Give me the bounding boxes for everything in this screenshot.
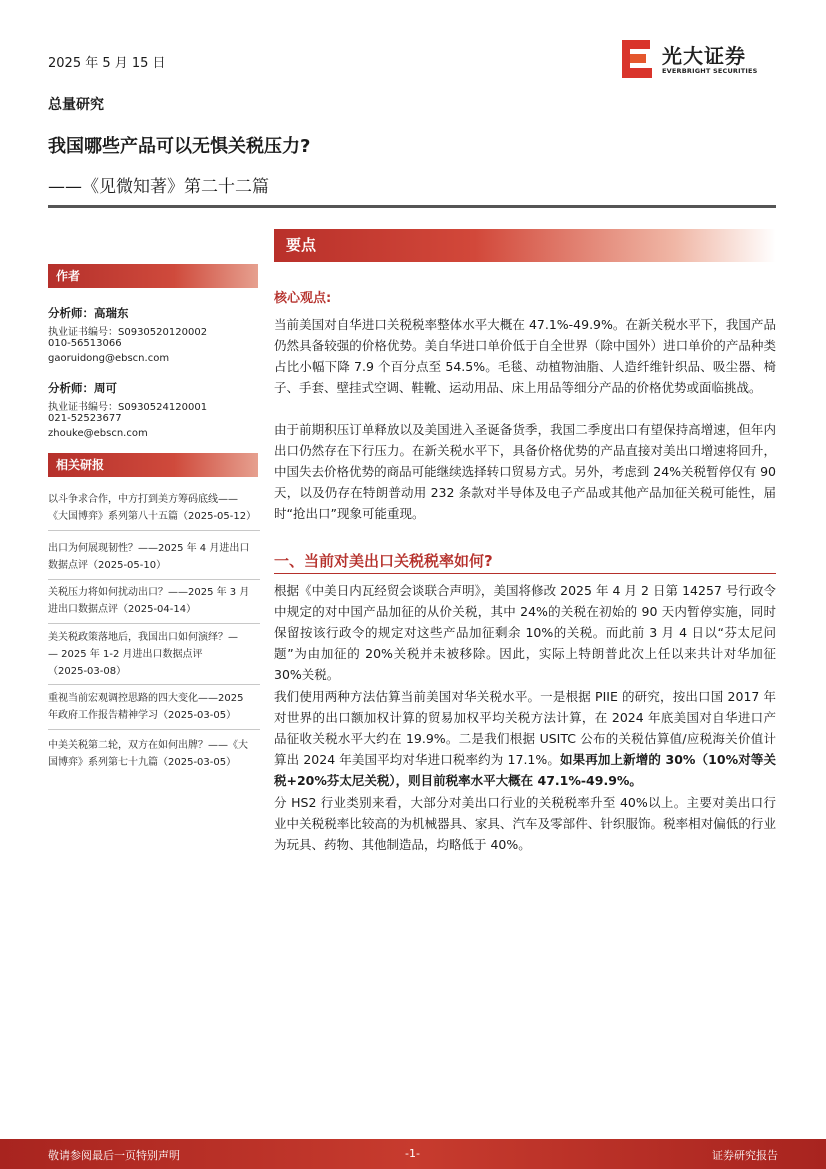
- page-number: -1-: [405, 1147, 420, 1160]
- related-report-line: 数据点评（2025-05-10）: [48, 560, 167, 571]
- report-subtitle: ——《见微知著》第二十二篇: [48, 177, 269, 197]
- related-report-line: — 2025 年 1-2 月进出口数据点评: [48, 649, 203, 660]
- section-1-heading: 一、当前对美出口关税税率如何?: [274, 552, 493, 570]
- paragraph-text: 我们使用两种方法估算当前美国对华关税水平。一是根据 PIIE 的研究，按出口国 2017 年对世界的出口额加权计算的贸易加权平均关税方法计算，在 2024 年底美国对自华进口产品征收关税水平大约在 19.9%。二是我们根据 USITC 公布的关税估算值/应税海关价值计算出 2024 年美国平均对华进口税率约为 17.1%。: [274, 689, 776, 767]
- related-report-line: 进出口数据点评（2025-04-14）: [48, 604, 197, 615]
- related-report-item[interactable]: [48, 540, 260, 574]
- analyst-phone: 021-52523677: [48, 413, 122, 424]
- analyst-cert: 执业证书编号：S0930524120001: [48, 402, 208, 413]
- related-report-line: 以斗争求合作，中方打到美方筹码底线——: [48, 494, 238, 505]
- related-divider: [48, 729, 260, 730]
- footer-report-type: 证券研究报告: [712, 1149, 778, 1162]
- related-report-item[interactable]: [48, 491, 260, 525]
- section-1-paragraph-3: 分 HS2 行业类别来看，大部分对美出口行业的关税税率升至 40%以上。主要对美出口行业中关税税率比较高的为机械器具、家具、汽车及零部件、针织服饰。税率相对偏低的行业为玩具、药物、其他制造品，均略低于 40%。: [274, 795, 776, 852]
- report-date: 2025 年 5 月 15 日: [48, 56, 166, 71]
- related-reports-heading: 相关研报: [48, 453, 258, 477]
- related-divider: [48, 579, 260, 580]
- core-paragraph-2: 由于前期积压订单释放以及美国进入圣诞备货季，我国二季度出口有望保持高增速，但年内出口仍然存在下行压力。在新关税水平下，具备价格优势的产品直接对美出口增速将回升，中国失去价格优势的商品可能继续选择转口贸易方式。另外，考虑到 24%关税暂停仅有 90 天，以及仍存在特朗普动用 232 条款对半导体及电子产品或其他产品加征关税可能性，届时“抢出口”现象可能重现。: [274, 422, 776, 521]
- related-report-line: 中美关税第二轮，双方在如何出牌？——《大: [48, 740, 248, 751]
- related-report-line: （2025-03-08）: [48, 666, 127, 677]
- report-title: 我国哪些产品可以无惧关税压力?: [48, 136, 311, 157]
- section-1-paragraph-2: [274, 686, 776, 791]
- related-report-item[interactable]: [48, 690, 260, 724]
- related-report-line: 国博弈》系列第七十九篇（2025-03-05）: [48, 757, 237, 768]
- analyst-email[interactable]: zhouke@ebscn.com: [48, 428, 148, 439]
- logo-text-en: EVERBRIGHT SECURITIES: [662, 67, 758, 75]
- related-report-line: 美关税政策落地后，我国出口如何演绎？—: [48, 632, 238, 643]
- analyst-cert: 执业证书编号：S0930520120002: [48, 327, 208, 338]
- related-report-item[interactable]: [48, 584, 260, 618]
- everbright-logo: [620, 38, 780, 80]
- related-divider: [48, 623, 260, 624]
- related-report-item[interactable]: [48, 737, 260, 771]
- logo-text-cn: 光大证券: [662, 44, 746, 68]
- related-divider: [48, 530, 260, 531]
- core-paragraph-1: 当前美国对自华进口关税税率整体水平大概在 47.1%-49.9%。在新关税水平下，我国产品仍然具备较强的价格优势。美自华进口单价低于自全世界（除中国外）进口单价的产品种类占比小幅下降 7.9 个百分点至 54.5%。毛毯、动植物油脂、人造纤维针织品、吸尘器、椅子、手套、壁挂式空调、鞋靴、运动用品、床上用品等细分产品的价格优势或面临挑战。: [274, 317, 776, 395]
- related-report-line: 关税压力将如何扰动出口？——2025 年 3 月: [48, 587, 250, 598]
- analyst-email[interactable]: gaoruidong@ebscn.com: [48, 353, 170, 364]
- key-points-heading: 要点: [274, 229, 776, 262]
- analyst-phone: 010-56513066: [48, 338, 122, 349]
- title-divider: [48, 205, 776, 208]
- related-report-line: 《大国博弈》系列第八十五篇（2025-05-12）: [48, 511, 257, 522]
- related-divider: [48, 684, 260, 685]
- author-heading: 作者: [48, 264, 258, 288]
- section-1-paragraph-1: 根据《中美日内瓦经贸会谈联合声明》，美国将修改 2025 年 4 月 2 日第 14257 号行政令中规定的对中国产品加征的从价关税，其中 24%的关税在初始的 90 天内暂停实施，同时保留按该行政令的规定对这些产品加征剩余 10%的关税。而此前 3 月 4 日以“芬太尼问题”为由加征的 20%关税并未被移除。因此，实际上特朗普此次上任以来共计对华加征 30%关税。: [274, 583, 776, 682]
- paragraph-emphasis: 如果再加上新增的 30%（10%对等关税+20%芬太尼关税），则目前税率水平大概在 47.1%-49.9%。: [274, 752, 776, 788]
- analyst-name: 分析师：周可: [48, 381, 117, 395]
- core-view-label: 核心观点:: [274, 291, 332, 306]
- related-report-line: 重视当前宏观调控思路的四大变化——2025: [48, 693, 244, 704]
- analyst-name: 分析师：高瑞东: [48, 306, 129, 320]
- related-report-line: 年政府工作报告精神学习（2025-03-05）: [48, 710, 237, 721]
- related-report-item[interactable]: [48, 629, 260, 680]
- report-category: 总量研究: [48, 97, 104, 113]
- footer-disclaimer: 敬请参阅最后一页特别声明: [48, 1149, 180, 1162]
- related-report-line: 出口为何展现韧性？——2025 年 4 月进出口: [48, 543, 250, 554]
- section-1-divider: [274, 573, 776, 574]
- logo-mark-icon: [620, 38, 656, 80]
